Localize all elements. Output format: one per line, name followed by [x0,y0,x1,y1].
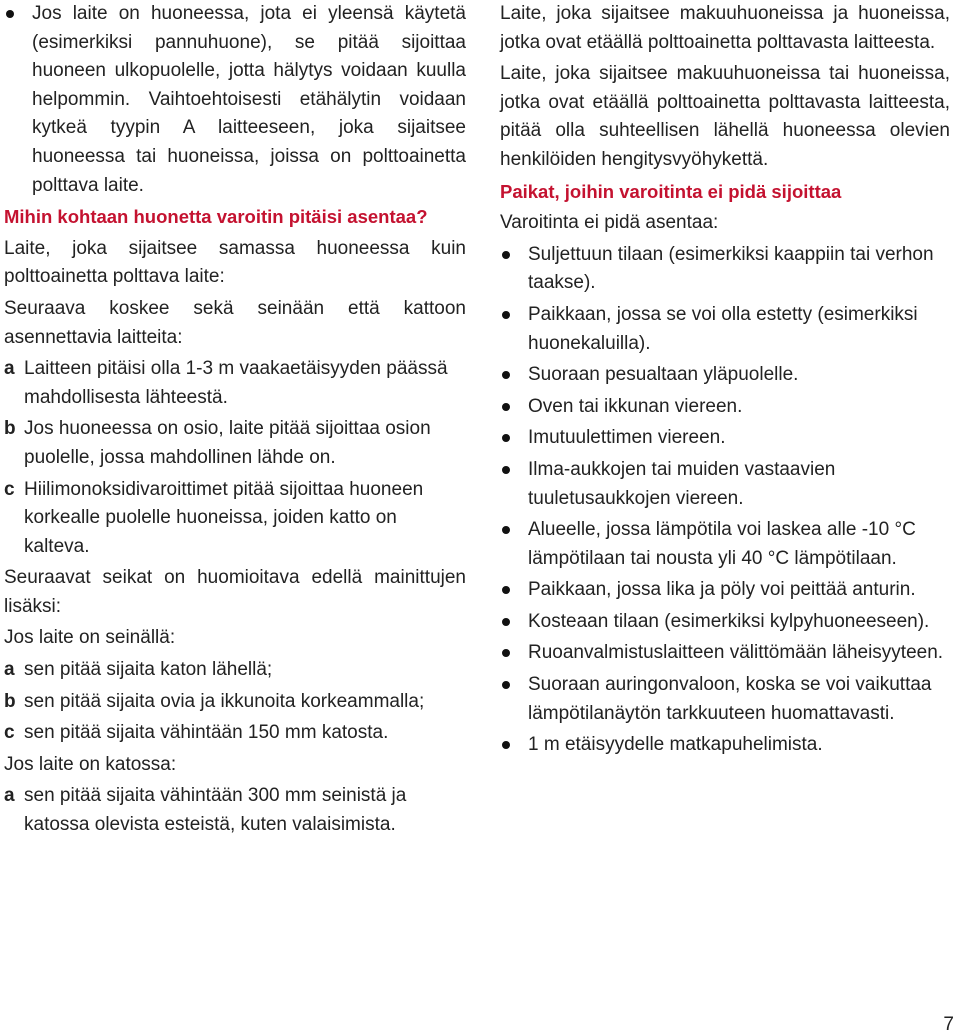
paragraph-wall: Jos laite on seinällä: [4,627,176,649]
paragraph-breathing-zone: Laite, joka sijaitsee makuuhuoneissa tai huoneissa, jotka ovat etäällä polttoainetta polttavasta laitteesta, pitää olla suhteellisen lähellä huoneessa olevien henkilöiden hengitysvyöhykettä. [500,63,950,170]
intro-bullet [4,0,466,200]
list-item-text: Laitteen pitäisi olla 1-3 m vaakaetäisyyden päässä mahdollisesta lähteestä. [24,358,448,408]
bullet-dot [502,434,510,442]
list-item-text: Paikkaan, jossa lika ja pöly voi peittää anturin. [528,579,916,601]
list-item [4,719,466,748]
bullet-dot [502,526,510,534]
list-item [500,456,950,513]
list-item-text: Alueelle, jossa lämpötila voi laskea alle -10 °C lämpötilaan tai nousta yli 40 °C lämpötilaan. [528,519,916,569]
list-item [500,424,950,453]
list-item [4,782,466,839]
list-item [500,516,950,573]
bullet-dot [502,251,510,259]
list-letter: a [4,358,15,380]
list-item [500,301,950,358]
list-letter: b [4,690,16,712]
paragraph-same-room: Laite, joka sijaitsee samassa huoneessa kuin polttoainetta polttava laite: [4,237,466,288]
list-item [500,576,950,605]
list-item-text: Jos huoneessa on osio, laite pitää sijoittaa osion puolelle, jossa mahdollinen lähde on. [24,418,431,468]
list-item-text: Suoraan pesualtaan yläpuolelle. [528,364,799,386]
bullet-dot [502,403,510,411]
bullet-dot [502,681,510,689]
list-item [500,241,950,298]
paragraph-wall-ceiling: Seuraava koskee sekä seinään että kattoon asennettavia laitteita: [4,297,466,348]
bullet-dot [502,371,510,379]
list-item [4,355,466,412]
bullet-dot [502,649,510,657]
section-heading-avoid: Paikat, joihin varoitinta ei pidä sijoittaa [500,180,842,202]
bullet-dot [6,10,14,18]
list-item-text: sen pitää sijaita katon lähellä; [24,659,273,681]
list-letter: c [4,722,15,744]
list-item-text: Kosteaan tilaan (esimerkiksi kylpyhuoneeseen). [528,610,930,632]
list-item-text: sen pitää sijaita vähintään 300 mm seinistä ja katossa olevista esteistä, kuten valaisimista. [24,785,407,836]
lettered-list-3 [4,782,466,839]
section-heading-placement: Mihin kohtaan huonetta varoitin pitäisi asentaa? [4,206,428,228]
paragraph-bedrooms: Laite, joka sijaitsee makuuhuoneissa ja huoneissa, jotka ovat etäällä polttoainetta polttavasta laitteesta. [500,3,950,53]
bullet-dot [502,466,510,474]
list-item-text: Ruoanvalmistuslaitteen välittömään läheisyyteen. [528,642,944,664]
avoid-list [500,241,950,760]
lettered-list-1 [4,355,466,561]
list-item-text: Hiilimonoksidivaroittimet pitää sijoittaa huoneen korkealle puolelle huoneissa, joiden katto on kalteva. [24,478,424,557]
list-item [500,361,950,390]
list-item [4,415,466,472]
list-item [4,656,466,685]
list-item [500,608,950,637]
list-item [500,639,950,668]
bullet-dot [502,311,510,319]
list-item-text: Paikkaan, jossa se voi olla estetty (esimerkiksi huonekaluilla). [528,303,918,354]
list-item [4,476,466,562]
bullet-dot [502,741,510,749]
intro-bullet-text: Jos laite on huoneessa, jota ei yleensä käytetä (esimerkiksi pannuhuone), se pitää sijoittaa huoneen ulkopuolelle, jotta hälytys voidaan kuulla helpommin. Vaihtoehtoisesti etähälytin voidaan kytkeä tyypin A laitteeseen, joka sijaitsee huoneessa tai huoneissa, joissa on polttoainetta polttava laite. [32,3,466,196]
list-item-text: 1 m etäisyydelle matkapuhelimista. [528,734,823,756]
list-item-text: sen pitää sijaita vähintään 150 mm katosta. [24,722,389,744]
list-letter: a [4,659,15,681]
list-item [500,671,950,728]
paragraph-do-not-install: Varoitinta ei pidä asentaa: [500,212,719,234]
list-item [500,393,950,422]
right-column [500,0,950,763]
lettered-list-2 [4,656,466,748]
bullet-dot [502,618,510,626]
list-letter: a [4,785,15,807]
page-number: 7 [943,1014,954,1035]
list-item-text: Oven tai ikkunan viereen. [528,395,743,417]
list-item-text: Ilma-aukkojen tai muiden vastaavien tuuletusaukkojen viereen. [528,458,836,509]
paragraph-additional: Seuraavat seikat on huomioitava edellä mainittujen lisäksi: [4,567,466,617]
list-item-text: Suoraan auringonvaloon, koska se voi vaikuttaa lämpötilanäytön tarkkuuteen huomattavasti. [528,674,932,724]
bullet-dot [502,586,510,594]
list-letter: c [4,478,15,500]
left-column [4,0,466,840]
paragraph-ceiling: Jos laite on katossa: [4,753,177,775]
list-item [4,688,466,717]
list-item [500,731,950,760]
list-item-text: Suljettuun tilaan (esimerkiksi kaappiin tai verhon taakse). [528,243,934,294]
list-letter: b [4,418,16,440]
list-item-text: sen pitää sijaita ovia ja ikkunoita korkeammalla; [24,690,425,712]
list-item-text: Imutuulettimen viereen. [528,427,726,449]
